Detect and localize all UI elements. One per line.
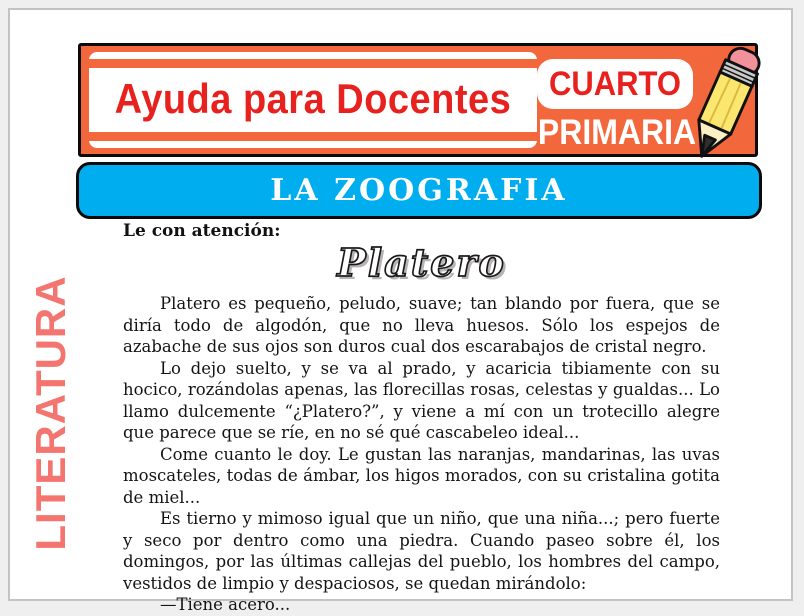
story-paragraph: Lo dejo suelto, y se va al prado, y acaricia tibiamente con su hocico, rozándolas apenas, las florecillas rosas, celestas y gualdas... Lo llamo dulcemente “¿Platero?”, y viene a mí con un trotecillo alegre que parece que se ríe, en no sé qué cascabeleo ideal...	[123, 358, 720, 442]
story-content	[123, 240, 720, 616]
header-banner	[78, 43, 758, 157]
document-page	[8, 8, 793, 614]
grade-primaria-label: PRIMARIA	[537, 111, 697, 152]
sidebar-vertical-label: LITERATURA	[27, 275, 74, 551]
topic-banner	[76, 162, 762, 219]
grade-cuarto-label: CUARTO	[548, 63, 682, 104]
brand-plate	[89, 52, 537, 148]
lead-in-label: Le con atención:	[123, 221, 281, 241]
story-paragraph: Come cuanto le doy. Le gustan las naranjas, mandarinas, las uvas moscateles, todas de ámbar, los higos morados, con su cristalina gotita de miel...	[123, 444, 720, 507]
pencil-icon	[667, 33, 783, 176]
story-paragraph: Platero es pequeño, peludo, suave; tan blando por fuera, que se diría todo de algodón, que no lleva huesos. Sólo los espejos de azabache de sus ojos son duros cual dos escarabajos de cristal negro.	[123, 294, 720, 356]
grade-badge	[537, 59, 693, 109]
topic-title: LA ZOOGRAFIA	[270, 173, 568, 208]
story-title: Platero	[337, 240, 506, 285]
brand-title: Ayuda para Docentes	[114, 76, 512, 123]
story-paragraph: Es tierno y mimoso igual que un niño, que una niña...; pero fuerte y seco por dentro como una piedra. Cuando paseo sobre él, los domingos, por las últimas callejas del pueblo, los hombres del campo, vestidos de limpio y despaciosos, se quedan mirándolo:	[123, 509, 720, 593]
closing-line: —Tiene acero...	[160, 595, 291, 614]
